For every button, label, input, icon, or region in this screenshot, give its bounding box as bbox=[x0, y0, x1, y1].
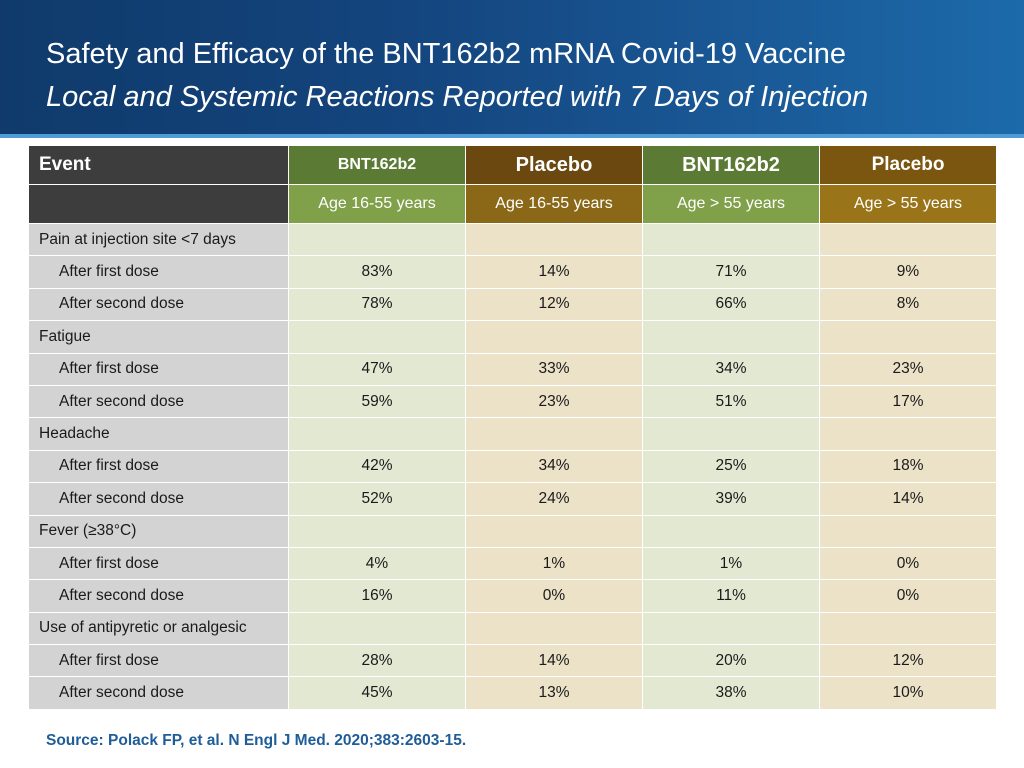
table-row bbox=[29, 677, 997, 709]
event-label: Fatigue bbox=[29, 321, 289, 353]
dose-label: After first dose bbox=[29, 450, 289, 482]
dose-label: After second dose bbox=[29, 580, 289, 612]
table-row bbox=[29, 288, 997, 320]
dose-label: After first dose bbox=[29, 645, 289, 677]
value-cell: 0% bbox=[466, 580, 643, 612]
table-age-row bbox=[29, 185, 997, 224]
value-cell bbox=[643, 224, 820, 256]
table-row bbox=[29, 645, 997, 677]
value-cell: 52% bbox=[289, 483, 466, 515]
table-row bbox=[29, 385, 997, 417]
value-cell: 1% bbox=[643, 547, 820, 579]
dose-label: After second dose bbox=[29, 677, 289, 709]
value-cell: 0% bbox=[820, 547, 997, 579]
table-row bbox=[29, 321, 997, 353]
value-cell bbox=[289, 515, 466, 547]
value-cell: 16% bbox=[289, 580, 466, 612]
table-row bbox=[29, 580, 997, 612]
table-row bbox=[29, 418, 997, 450]
dose-label: After second dose bbox=[29, 483, 289, 515]
event-label: Fever (≥38°C) bbox=[29, 515, 289, 547]
event-label: Use of antipyretic or analgesic bbox=[29, 612, 289, 644]
value-cell bbox=[820, 224, 997, 256]
value-cell: 23% bbox=[466, 385, 643, 417]
header-divider bbox=[0, 134, 1024, 138]
value-cell: 42% bbox=[289, 450, 466, 482]
table-row bbox=[29, 224, 997, 256]
value-cell: 28% bbox=[289, 645, 466, 677]
value-cell bbox=[820, 612, 997, 644]
value-cell bbox=[466, 418, 643, 450]
value-cell: 8% bbox=[820, 288, 997, 320]
value-cell: 39% bbox=[643, 483, 820, 515]
value-cell: 20% bbox=[643, 645, 820, 677]
value-cell: 83% bbox=[289, 256, 466, 288]
group-header-placebo-55-plus: Placebo bbox=[820, 146, 997, 185]
source-citation: Source: Polack FP, et al. N Engl J Med. 2020;383:2603-15. bbox=[46, 732, 467, 749]
table-row bbox=[29, 547, 997, 579]
table-row bbox=[29, 256, 997, 288]
value-cell: 66% bbox=[643, 288, 820, 320]
value-cell: 34% bbox=[466, 450, 643, 482]
value-cell: 9% bbox=[820, 256, 997, 288]
value-cell bbox=[643, 321, 820, 353]
value-cell: 47% bbox=[289, 353, 466, 385]
event-column-header: Event bbox=[29, 146, 289, 185]
event-label: Headache bbox=[29, 418, 289, 450]
value-cell: 12% bbox=[820, 645, 997, 677]
value-cell bbox=[643, 612, 820, 644]
dose-label: After first dose bbox=[29, 256, 289, 288]
dose-label: After second dose bbox=[29, 385, 289, 417]
value-cell: 11% bbox=[643, 580, 820, 612]
value-cell bbox=[466, 224, 643, 256]
event-label: Pain at injection site <7 days bbox=[29, 224, 289, 256]
table-header-row bbox=[29, 146, 997, 185]
table-row bbox=[29, 450, 997, 482]
value-cell bbox=[289, 612, 466, 644]
value-cell: 25% bbox=[643, 450, 820, 482]
dose-label: After second dose bbox=[29, 288, 289, 320]
value-cell: 23% bbox=[820, 353, 997, 385]
value-cell: 78% bbox=[289, 288, 466, 320]
group-header-placebo-16-55: Placebo bbox=[466, 146, 643, 185]
value-cell: 34% bbox=[643, 353, 820, 385]
value-cell: 18% bbox=[820, 450, 997, 482]
table-row bbox=[29, 515, 997, 547]
age-header-placebo-16-55: Age 16-55 years bbox=[466, 185, 643, 224]
table-row bbox=[29, 483, 997, 515]
value-cell: 14% bbox=[820, 483, 997, 515]
table-row bbox=[29, 612, 997, 644]
dose-label: After first dose bbox=[29, 353, 289, 385]
value-cell: 71% bbox=[643, 256, 820, 288]
value-cell: 51% bbox=[643, 385, 820, 417]
table-body bbox=[29, 224, 997, 710]
value-cell: 1% bbox=[466, 547, 643, 579]
value-cell bbox=[289, 418, 466, 450]
value-cell bbox=[820, 515, 997, 547]
value-cell bbox=[820, 418, 997, 450]
value-cell: 38% bbox=[643, 677, 820, 709]
value-cell: 45% bbox=[289, 677, 466, 709]
value-cell: 14% bbox=[466, 645, 643, 677]
value-cell: 59% bbox=[289, 385, 466, 417]
page-title: Safety and Efficacy of the BNT162b2 mRNA Covid-19 Vaccine bbox=[46, 38, 847, 70]
page-subtitle: Local and Systemic Reactions Reported with 7 Days of Injection bbox=[46, 81, 869, 113]
value-cell: 0% bbox=[820, 580, 997, 612]
value-cell bbox=[466, 612, 643, 644]
group-header-bnt-16-55: BNT162b2 bbox=[289, 146, 466, 185]
age-row-blank bbox=[29, 185, 289, 224]
age-header-placebo-55-plus: Age > 55 years bbox=[820, 185, 997, 224]
value-cell: 13% bbox=[466, 677, 643, 709]
value-cell: 24% bbox=[466, 483, 643, 515]
value-cell: 17% bbox=[820, 385, 997, 417]
age-header-bnt-16-55: Age 16-55 years bbox=[289, 185, 466, 224]
value-cell: 10% bbox=[820, 677, 997, 709]
reactions-table bbox=[28, 145, 997, 710]
value-cell: 14% bbox=[466, 256, 643, 288]
age-header-bnt-55-plus: Age > 55 years bbox=[643, 185, 820, 224]
dose-label: After first dose bbox=[29, 547, 289, 579]
value-cell bbox=[643, 418, 820, 450]
value-cell: 4% bbox=[289, 547, 466, 579]
value-cell bbox=[820, 321, 997, 353]
value-cell: 12% bbox=[466, 288, 643, 320]
value-cell: 33% bbox=[466, 353, 643, 385]
value-cell bbox=[289, 321, 466, 353]
table-row bbox=[29, 353, 997, 385]
value-cell bbox=[643, 515, 820, 547]
value-cell bbox=[466, 321, 643, 353]
group-header-bnt-55-plus: BNT162b2 bbox=[643, 146, 820, 185]
value-cell bbox=[289, 224, 466, 256]
value-cell bbox=[466, 515, 643, 547]
